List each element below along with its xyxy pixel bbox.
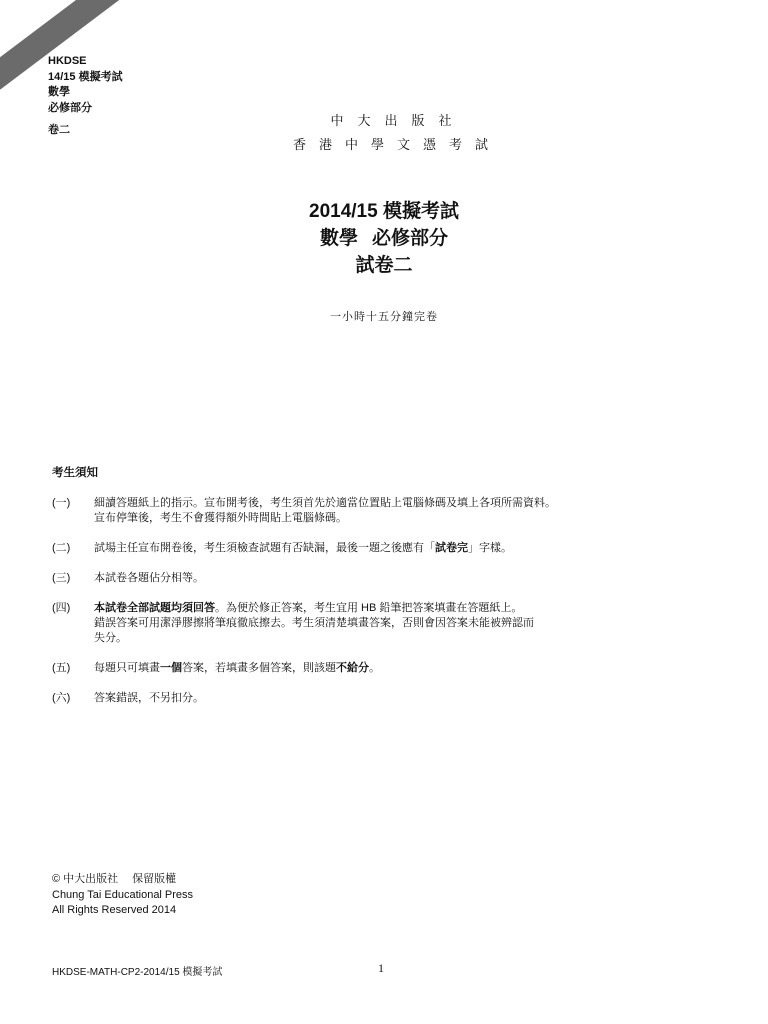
instruction-line: 細讀答題紙上的指示。宣布開考後，考生須首先於適當位置貼上電腦條碼及填上各項所需資料。	[94, 497, 556, 509]
title-subject-name: 數學	[319, 228, 358, 249]
instruction-body	[94, 601, 692, 646]
instruction-line	[94, 541, 692, 556]
instruction-bold: 一個	[160, 662, 182, 674]
instruction-text: 答案，若填畫多個答案，則該題	[182, 662, 336, 674]
instruction-line: 宣布停筆後，考生不會獲得額外時間貼上電腦條碼。	[94, 512, 347, 524]
instruction-body	[94, 571, 692, 586]
instructions-list	[52, 496, 692, 706]
footer-code: HKDSE-MATH-CP2-2014/15 模擬考試	[52, 967, 223, 978]
instruction-item	[52, 541, 692, 556]
copyright-holder: © 中大出版社	[52, 873, 119, 885]
paper-number: 卷二	[48, 124, 70, 136]
instruction-item	[52, 571, 692, 586]
instruction-text: 」字樣。	[468, 542, 512, 554]
subject-part: 必修部分	[48, 101, 92, 114]
instruction-line: 失分。	[94, 632, 127, 644]
publisher-english: Chung Tai Educational Press	[52, 888, 194, 901]
instruction-line: 答案錯誤，不另扣分。	[94, 692, 204, 704]
instruction-body	[94, 496, 692, 526]
instruction-item	[52, 496, 692, 526]
publisher-name: 中大出版社	[330, 114, 466, 129]
instruction-body	[94, 541, 692, 556]
instruction-number: (一)	[52, 497, 71, 509]
instruction-line	[94, 601, 692, 616]
title-subject	[0, 223, 768, 250]
instruction-line: 錯誤答案可用潔淨膠擦將筆痕徹底擦去。考生須清楚填畫答案，否則會因答案未能被辨認而	[94, 617, 534, 629]
subject: 數學	[48, 86, 70, 98]
title-subject-part: 必修部分	[372, 228, 449, 249]
exam-name: 香港中學文憑考試	[292, 138, 501, 153]
instruction-bold: 試卷完	[435, 542, 468, 554]
instruction-number: (六)	[52, 692, 71, 704]
instruction-item	[52, 691, 692, 706]
instruction-number: (四)	[52, 602, 71, 614]
instruction-bold: 不給分	[336, 662, 369, 674]
instruction-text: 試場主任宣布開卷後，考生須檢查試題有否缺漏，最後一題之後應有「	[94, 542, 435, 554]
instruction-body	[94, 661, 692, 676]
rights-reserved: All Rights Reserved 2014	[52, 904, 177, 916]
instruction-number: (五)	[52, 662, 71, 674]
copyright-notice: 保留版權	[132, 873, 177, 885]
title-year: 2014/15 模擬考試	[309, 201, 459, 222]
instructions-heading: 考生須知	[52, 467, 98, 479]
instruction-text: 。	[369, 662, 380, 674]
page-number: 1	[378, 961, 384, 975]
instruction-text: 。為便於修正答案，考生宜用 HB 鉛筆把答案填畫在答題紙上。	[215, 602, 523, 614]
instruction-number: (二)	[52, 542, 71, 554]
instruction-line	[94, 661, 692, 676]
instruction-number: (三)	[52, 572, 71, 584]
duration: 一小時十五分鐘完卷	[330, 311, 438, 323]
exam-code: HKDSE	[48, 55, 87, 67]
instruction-text: 每題只可填畫	[94, 662, 160, 674]
instruction-line: 本試卷各題佔分相等。	[94, 572, 204, 584]
mc-ribbon-label: MC	[135, 86, 166, 115]
instruction-body	[94, 691, 692, 706]
instruction-item	[52, 661, 692, 676]
instruction-bold: 本試卷全部試題均須回答	[94, 602, 215, 614]
title-paper: 試卷二	[355, 255, 413, 276]
copyright-block	[52, 872, 193, 919]
instruction-item	[52, 601, 692, 646]
copyright-line	[52, 872, 193, 888]
exam-year: 14/15 模擬考試	[48, 70, 123, 83]
